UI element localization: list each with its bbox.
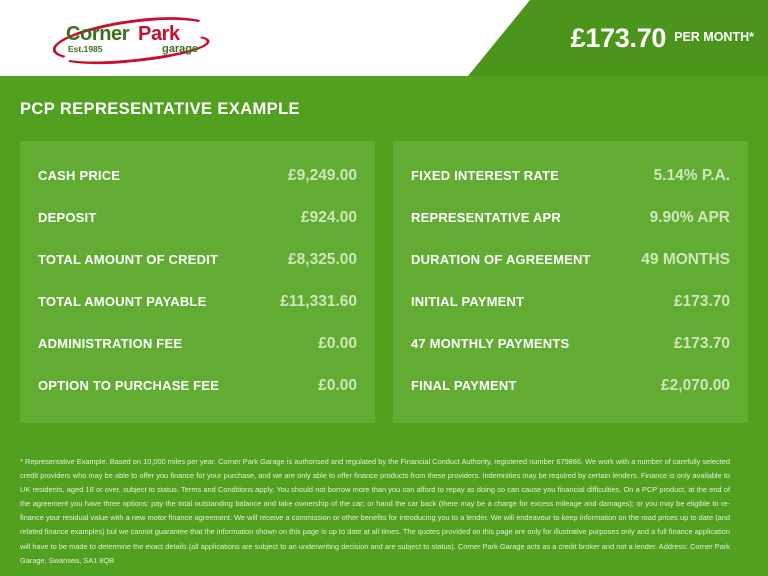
table-row <box>38 281 357 323</box>
row-value: 5.14% P.A. <box>653 167 730 184</box>
row-value: £173.70 <box>673 335 730 352</box>
row-label: OPTION TO PURCHASE FEE <box>38 378 220 393</box>
row-label: REPRESENTATIVE APR <box>411 210 561 225</box>
row-value: 49 MONTHS <box>641 251 730 268</box>
row-value: £0.00 <box>318 335 357 352</box>
row-value: £2,070.00 <box>661 377 730 394</box>
row-label: 47 MONTHLY PAYMENTS <box>411 336 570 351</box>
corner-park-garage-logo <box>52 14 232 62</box>
row-label: FINAL PAYMENT <box>411 378 517 393</box>
table-row <box>411 323 730 365</box>
table-row <box>411 239 730 281</box>
monthly-price-value: £173.70 <box>570 22 667 53</box>
table-row <box>38 365 357 407</box>
row-label: ADMINISTRATION FEE <box>38 336 183 351</box>
monthly-price-period: PER MONTH* <box>674 30 754 44</box>
row-label: FIXED INTEREST RATE <box>411 168 560 183</box>
table-row <box>38 155 357 197</box>
table-row <box>38 323 357 365</box>
row-value: 9.90% APR <box>649 209 730 226</box>
finance-figures-panels <box>20 141 748 423</box>
row-value: £924.00 <box>300 209 357 226</box>
row-label: TOTAL AMOUNT PAYABLE <box>38 294 207 309</box>
logo-garage-text: garage <box>162 43 199 55</box>
monthly-price-block <box>571 0 754 76</box>
logo-established-text: Est.1985 <box>68 44 103 54</box>
table-row <box>38 239 357 281</box>
row-value: £173.70 <box>673 293 730 310</box>
row-label: TOTAL AMOUNT OF CREDIT <box>38 252 219 267</box>
table-row <box>411 365 730 407</box>
table-row <box>411 197 730 239</box>
row-label: INITIAL PAYMENT <box>411 294 525 309</box>
table-row <box>411 281 730 323</box>
row-label: DURATION OF AGREEMENT <box>411 252 591 267</box>
finance-panel-left <box>20 141 375 423</box>
row-value: £11,331.60 <box>280 293 357 310</box>
logo-park-text: Park <box>138 23 180 45</box>
row-value: £9,249.00 <box>288 167 357 184</box>
page-title: PCP REPRESENTATIVE EXAMPLE <box>20 100 300 118</box>
table-row <box>411 155 730 197</box>
row-value: £0.00 <box>318 377 357 394</box>
row-value: £8,325.00 <box>288 251 357 268</box>
row-label: DEPOSIT <box>38 210 97 225</box>
finance-panel-right <box>393 141 748 423</box>
page-header <box>0 0 768 76</box>
logo-corner-text: Corner <box>66 23 130 45</box>
disclaimer-text: * Representative Example. Based on 10,000 miles per year. Corner Park Garage is authorised and regulated by the Financial Conduct Authority, registered number 679886. We work with a number of carefully selected credit providers who may be able to offer you finance for your purchase, and we are only able to offer finance products from these providers. Indemnities may be required by certain lenders. Finance is only available to UK residents, aged 18 or over, subject to status. Terms and Conditions apply. You should not borrow more than you can afford to repay as doing so can cause you financial difficulties. On a PCP product, at the end of the agreement you have three options: pay the total outstanding balance and take ownership of the car; or hand the car back (there may be a charge for excess mileage and damages); or you may be eligible to re-finance your residual value with a new motor finance agreement. We will receive a commission or other benefits for introducing you to a lender. We will endeavour to keep information on the road prices up to date (and related finance examples) but we cannot guarantee that the information shown on this page is up to date at all times. The quotes provided on this page are only for illustrative purposes only and a full finance application will have to be made to determine the exact details (all applications are subject to an underwriting decision and are subject to status). Corner Park Garage acts as a credit broker and not a lender. Address: Corner Park Garage, Swansea, SA1 8QB <box>20 457 730 565</box>
row-label: CASH PRICE <box>38 168 121 183</box>
table-row <box>38 197 357 239</box>
